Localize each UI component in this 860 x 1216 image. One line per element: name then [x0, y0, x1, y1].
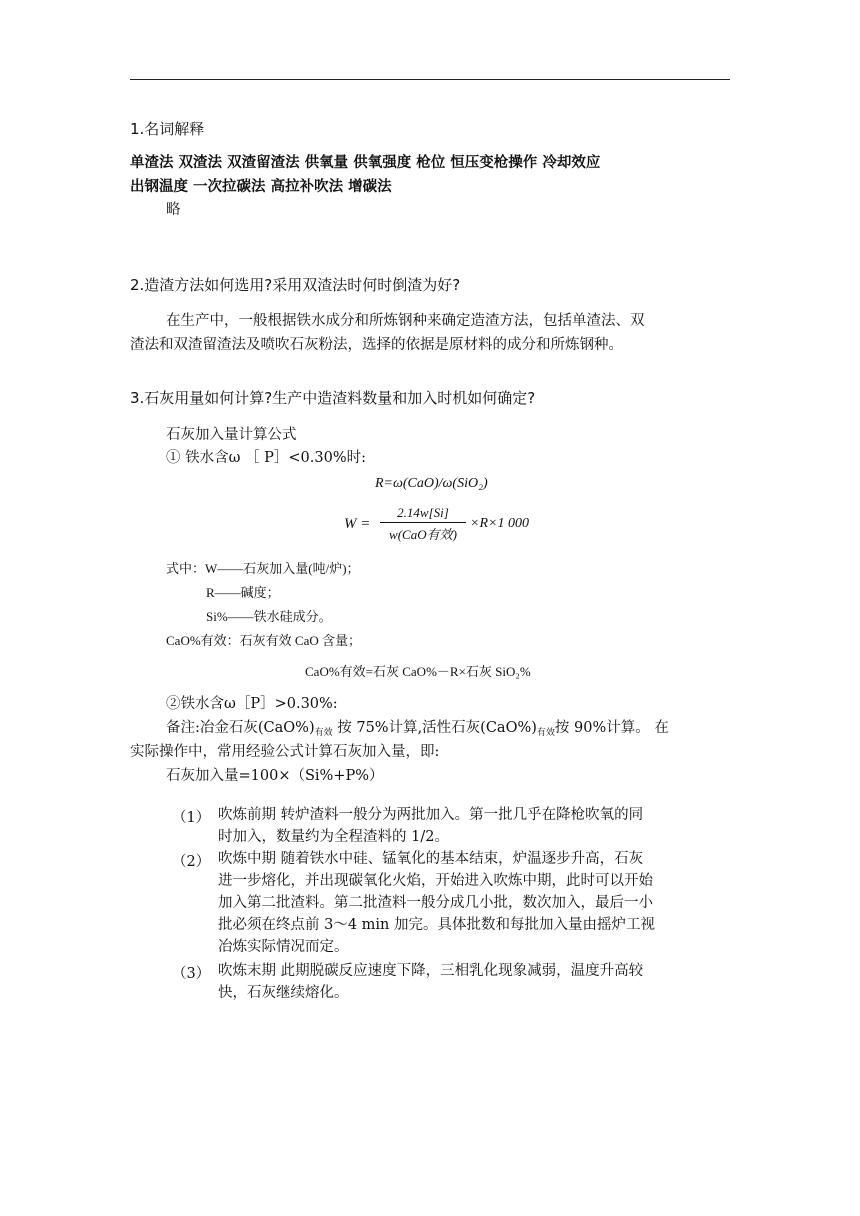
note-part-b: 按 75%计算,活性石灰(CaO%) — [332, 720, 537, 736]
section2-heading: 2.造渣方法如何选用?采用双渣法时何时倒渣为好? — [130, 276, 461, 294]
list-item-1-line-1: 吹炼前期 转炉渣料一般分为两批加入。第一批几乎在降枪吹氧的同 — [218, 807, 644, 823]
terms-line-2: 出钢温度 一次拉碳法 高拉补吹法 增碳法 — [130, 179, 392, 195]
note-part-a: 备注:冶金石灰(CaO%) — [166, 720, 315, 736]
empirical-formula: 石灰加入量=100×（Si%+P%） — [166, 768, 384, 784]
list-item-3-number: （3） — [172, 966, 211, 982]
eq2-fraction — [380, 505, 466, 543]
where-si: Si%——铁水硅成分。 — [206, 609, 332, 624]
list-item-2-line-4: 批必须在终点前 3～4 min 加完。具体批数和每批加入量由摇炉工视 — [218, 917, 656, 933]
list-item-3-line-1: 吹炼末期 此期脱碳反应速度下降，三相乳化现象减弱，温度升高较 — [218, 963, 644, 979]
note-sub-1: 有效 — [314, 728, 333, 738]
case-2-condition: ②铁水含ω［P］>0.30%: — [166, 696, 338, 712]
eq2-lhs: W = — [344, 516, 371, 532]
list-item-2-line-1: 吹炼中期 随着铁水中硅、锰氧化的基本结束，炉温逐步升高，石灰 — [218, 851, 644, 867]
list-item-2-line-5: 冶炼实际情况而定。 — [218, 939, 349, 955]
where-cao: CaO%有效：石灰有效 CaO 含量； — [166, 633, 361, 648]
case-1-condition: ① 铁水含ω ［ P］<0.30%时: — [166, 450, 367, 466]
list-item-1-line-2: 时加入，数量约为全程渣料的 1/2。 — [218, 829, 449, 845]
note-sub-2: 有效 — [536, 728, 555, 738]
note-line-1 — [166, 716, 669, 738]
header-rule — [130, 79, 730, 80]
eq2-numerator: 2.14w[Si] — [380, 505, 466, 523]
list-item-3-text — [218, 960, 643, 1004]
effective-cao-equation: CaO%有效=石灰 CaO%－R×石灰 SiO₂% — [305, 664, 531, 679]
where-w: 式中：W——石灰加入量(吨/炉)； — [166, 561, 360, 576]
list-item-3-line-2: 快，石灰继续熔化。 — [218, 985, 349, 1001]
basicity-equation: R=ω(CaO)/ω(SiO₂) — [375, 476, 488, 491]
eq2-rhs: ×R×1 000 — [470, 516, 529, 531]
eq2-denominator: w(CaO有效) — [389, 527, 457, 542]
note-line-2: 实际操作中，常用经验公式计算石灰加入量，即: — [130, 744, 440, 760]
where-r: R——碱度； — [206, 585, 280, 600]
list-item-1-number: （1） — [172, 810, 211, 826]
terms-line-1: 单渣法 双渣法 双渣留渣法 供氧量 供氧强度 枪位 恒压变枪操作 冷却效应 — [130, 155, 601, 171]
section3-heading: 3.石灰用量如何计算?生产中造渣料数量和加入时机如何确定? — [130, 389, 536, 407]
list-item-2-text — [218, 848, 655, 958]
section1-heading: 1.名词解释 — [130, 120, 205, 138]
formula-title: 石灰加入量计算公式 — [166, 427, 297, 443]
note-part-c: 按 90%计算。 在 — [554, 720, 669, 736]
list-item-1-text — [218, 804, 643, 848]
section1-answer: 略 — [166, 202, 181, 218]
list-item-2-number: （2） — [172, 854, 211, 870]
list-item-2-line-3: 加入第二批渣料。第二批渣料一般分成几小批，数次加入，最后一小 — [218, 895, 653, 911]
section2-para-line-2: 渣法和双渣留渣法及喷吹石灰粉法，选择的依据是原材料的成分和所炼钢种。 — [130, 337, 623, 353]
list-item-2-line-2: 进一步熔化，并出现碳氧化火焰，开始进入吹炼中期，此时可以开始 — [218, 873, 653, 889]
section2-para-line-1: 在生产中，一般根据铁水成分和所炼钢种来确定造渣方法，包括单渣法、双 — [166, 313, 645, 329]
